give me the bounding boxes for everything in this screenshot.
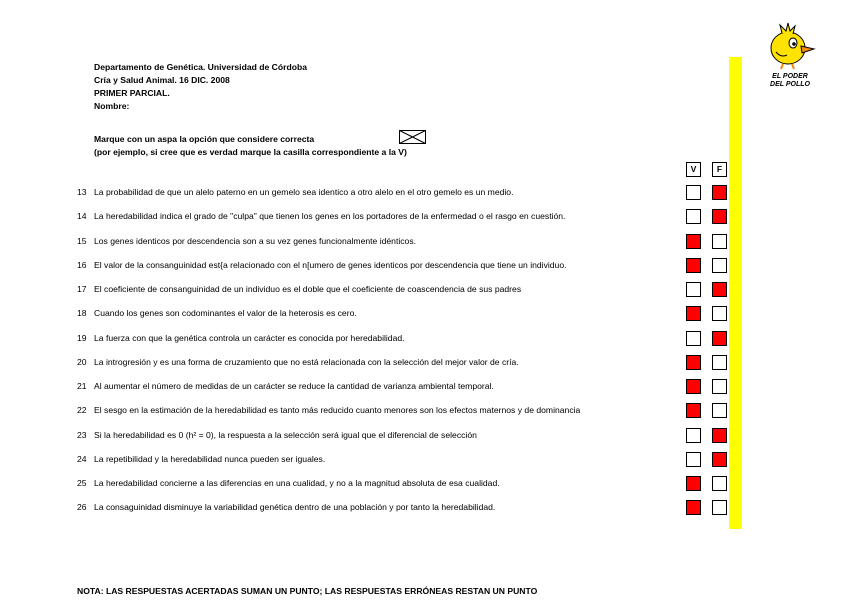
- checkbox-false[interactable]: [712, 452, 727, 467]
- question-number: 18: [77, 308, 87, 319]
- question-number: 20: [77, 356, 87, 367]
- exam-header: [94, 61, 307, 113]
- question-number: 21: [77, 381, 87, 391]
- instructions: [94, 133, 407, 159]
- checkbox-true[interactable]: [686, 185, 701, 200]
- name-label: Nombre:: [94, 101, 130, 111]
- column-header-true: V: [686, 162, 701, 177]
- checkbox-false[interactable]: [712, 258, 727, 273]
- checkbox-false[interactable]: [712, 403, 727, 418]
- question-row: [0, 280, 848, 304]
- question-text: Si la heredabilidad es 0 (h² = 0), la respuesta a la selección será igual que el diferencial de selección: [94, 429, 477, 440]
- question-text: La repetibilidad y la heredabilidad nunca pueden ser iguales.: [94, 453, 326, 464]
- question-number: 13: [77, 187, 87, 197]
- exam-title: PRIMER PARCIAL.: [94, 88, 170, 98]
- question-number: 17: [77, 284, 87, 294]
- checkbox-false[interactable]: [712, 209, 727, 224]
- question-text: La introgresión y es una forma de cruzamiento que no está relacionada con la selección del mejor valor de cría.: [94, 356, 519, 367]
- checkbox-true[interactable]: [686, 234, 701, 249]
- question-text: Los genes identicos por descendencia son a su vez genes funcionalmente idénticos.: [94, 235, 416, 246]
- question-row: [0, 207, 848, 231]
- instructions-line-1: Marque con un aspa la opción que considere correcta: [94, 134, 315, 144]
- checkbox-false[interactable]: [712, 428, 727, 443]
- checkbox-true[interactable]: [686, 500, 701, 515]
- question-row: [0, 353, 848, 377]
- question-number: 19: [77, 332, 87, 343]
- question-number: 26: [77, 502, 87, 513]
- instructions-line-2: (por ejemplo, si cree que es verdad marque la casilla correspondiente a la V): [94, 147, 407, 157]
- question-text: La consaguinidad disminuye la variabilidad genética dentro de una población y por tanto la heredabilidad.: [94, 502, 496, 513]
- checkbox-false[interactable]: [712, 185, 727, 200]
- example-cross-box-icon: [399, 130, 426, 144]
- checkbox-true[interactable]: [686, 428, 701, 443]
- checkbox-false[interactable]: [712, 282, 727, 297]
- question-text: La probabilidad de que un alelo paterno en un gemelo sea identico a otro alelo en el otro gemelo es un medio.: [94, 187, 514, 197]
- question-text: Al aumentar el número de medidas de un carácter se reduce la cantidad de varianza ambiental temporal.: [94, 381, 494, 391]
- question-text: La heredabilidad concierne a las diferencias en una cualidad, y no a la magnitud absoluta de esa cualidad.: [94, 478, 500, 488]
- column-header-false: F: [712, 162, 727, 177]
- checkbox-true[interactable]: [686, 355, 701, 370]
- question-number: 22: [77, 405, 87, 416]
- question-row: [0, 450, 848, 474]
- checkbox-true[interactable]: [686, 306, 701, 321]
- checkbox-true[interactable]: [686, 476, 701, 491]
- question-number: 23: [77, 429, 87, 440]
- checkbox-false[interactable]: [712, 306, 727, 321]
- question-row: [0, 474, 848, 498]
- question-row: [0, 329, 848, 353]
- chick-logo-icon: [760, 22, 820, 92]
- course-date-line: Cría y Salud Animal. 16 DIC. 2008: [94, 75, 230, 85]
- logo-line-1: EL PODER: [772, 73, 808, 80]
- scoring-note: NOTA: LAS RESPUESTAS ACERTADAS SUMAN UN PUNTO; LAS RESPUESTAS ERRÓNEAS RESTAN UN PUNTO: [77, 586, 538, 596]
- checkbox-false[interactable]: [712, 331, 727, 346]
- question-row: [0, 183, 848, 207]
- checkbox-false[interactable]: [712, 355, 727, 370]
- checkbox-true[interactable]: [686, 331, 701, 346]
- checkbox-false[interactable]: [712, 234, 727, 249]
- checkbox-true[interactable]: [686, 209, 701, 224]
- checkbox-false[interactable]: [712, 379, 727, 394]
- question-row: [0, 256, 848, 280]
- question-number: 14: [77, 211, 87, 222]
- question-row: [0, 426, 848, 450]
- question-row: [0, 304, 848, 328]
- question-text: La heredabilidad indica el grado de "culpa" que tienen los genes en los portadores de la enfermedad o el rasgo en cuestión.: [94, 211, 566, 222]
- question-row: [0, 401, 848, 425]
- logo-line-2: DEL POLLO: [770, 81, 810, 88]
- question-number: 16: [77, 259, 87, 270]
- question-text: El coeficiente de consanguinidad de un individuo es el doble que el coeficiente de coascendencia de sus padres: [94, 284, 522, 294]
- question-number: 24: [77, 453, 87, 464]
- question-text: El sesgo en la estimación de la heredabilidad es tanto más reducido cuanto menores son los efectos maternos y de dominancia: [94, 405, 581, 416]
- question-text: Cuando los genes son codominantes el valor de la heterosis es cero.: [94, 308, 357, 319]
- question-number: 25: [77, 478, 87, 488]
- checkbox-true[interactable]: [686, 379, 701, 394]
- question-row: [0, 377, 848, 401]
- question-number: 15: [77, 235, 87, 246]
- checkbox-true[interactable]: [686, 258, 701, 273]
- checkbox-true[interactable]: [686, 282, 701, 297]
- question-row: [0, 232, 848, 256]
- checkbox-true[interactable]: [686, 403, 701, 418]
- department-line: Departamento de Genética. Universidad de Córdoba: [94, 62, 307, 72]
- checkbox-false[interactable]: [712, 476, 727, 491]
- question-text: La fuerza con que la genética controla un carácter es conocida por heredabilidad.: [94, 332, 405, 343]
- checkbox-true[interactable]: [686, 452, 701, 467]
- question-text: El valor de la consanguinidad est{a relacionado con el n[umero de genes identicos por descendencia que tiene un individuo.: [94, 259, 567, 270]
- checkbox-false[interactable]: [712, 500, 727, 515]
- question-row: [0, 498, 848, 522]
